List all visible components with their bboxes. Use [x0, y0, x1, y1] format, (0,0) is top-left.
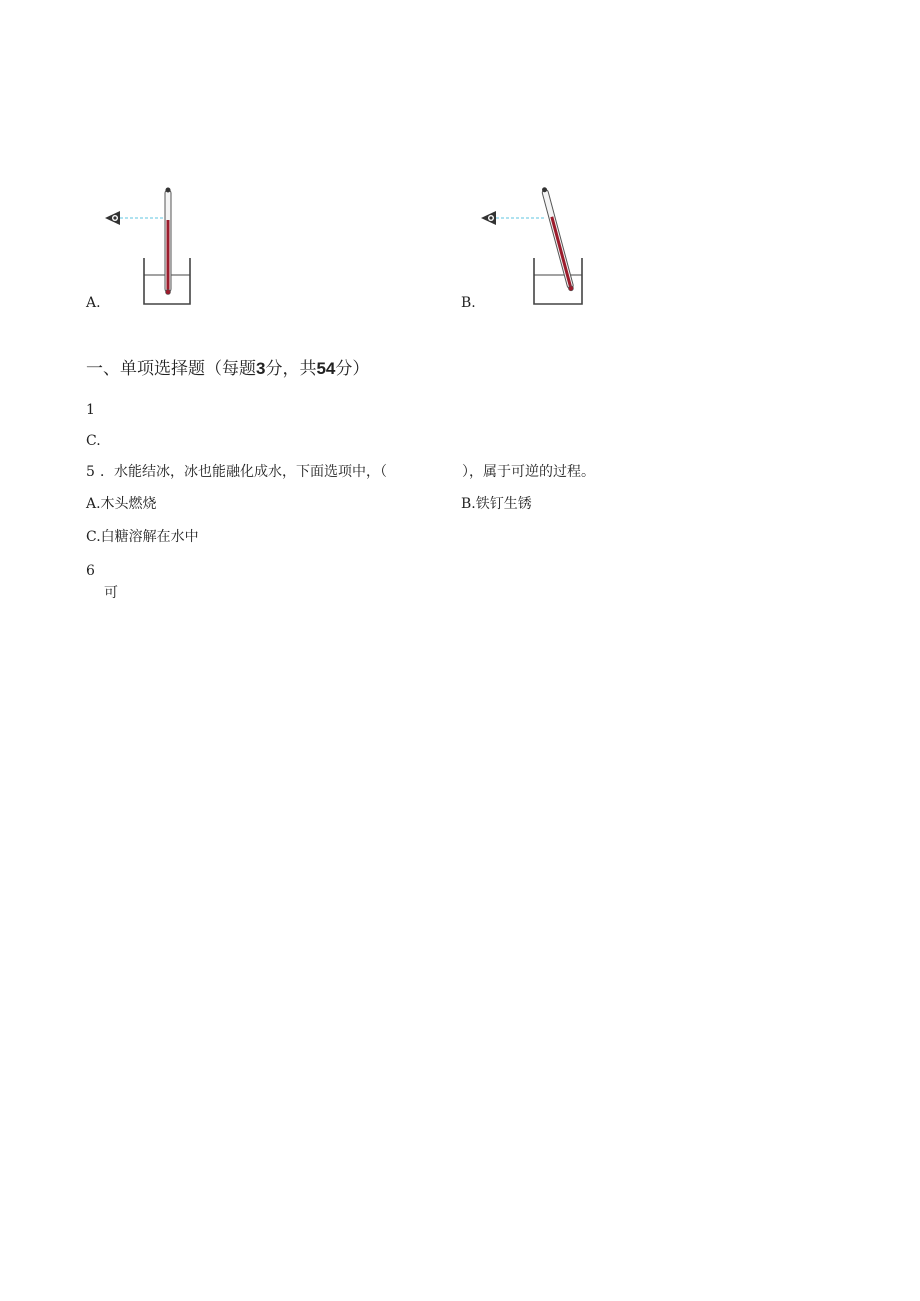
- heading-suffix: 分）: [335, 359, 370, 379]
- q5-text-part1: ．水能结冰，冰也能融化成水，下面选项中，（: [100, 464, 387, 480]
- q5-option-a: A.木头燃烧: [86, 496, 157, 512]
- q5-option-c: C.白糖溶解在水中: [86, 529, 199, 545]
- heading-middle: 分，共: [265, 359, 317, 379]
- q5-number: 5: [86, 464, 95, 480]
- q6-number: 6: [86, 563, 95, 579]
- q5-option-b: B.铁钉生锈: [461, 496, 532, 512]
- figure-b-thermometer-diagram: [476, 182, 596, 312]
- q6-fragment: 可: [104, 585, 118, 601]
- eye-icon: [481, 211, 496, 225]
- q5-text-part2: ），属于可逆的过程。: [462, 464, 595, 480]
- q1-number: 1: [86, 402, 95, 418]
- q1-option-c: C.: [86, 433, 101, 449]
- figure-b-label: B.: [461, 295, 476, 311]
- section-heading: [86, 358, 369, 380]
- thermometer: [165, 188, 171, 295]
- figure-a-label: A.: [86, 295, 101, 311]
- figure-a-thermometer-diagram: [100, 182, 220, 312]
- beaker: [534, 258, 582, 304]
- heading-total: 54: [316, 359, 336, 378]
- thermometer: [541, 187, 574, 292]
- eye-icon: [105, 211, 120, 225]
- heading-prefix: 一、单项选择题（每题: [86, 359, 256, 379]
- heading-per-question: 3: [256, 359, 266, 378]
